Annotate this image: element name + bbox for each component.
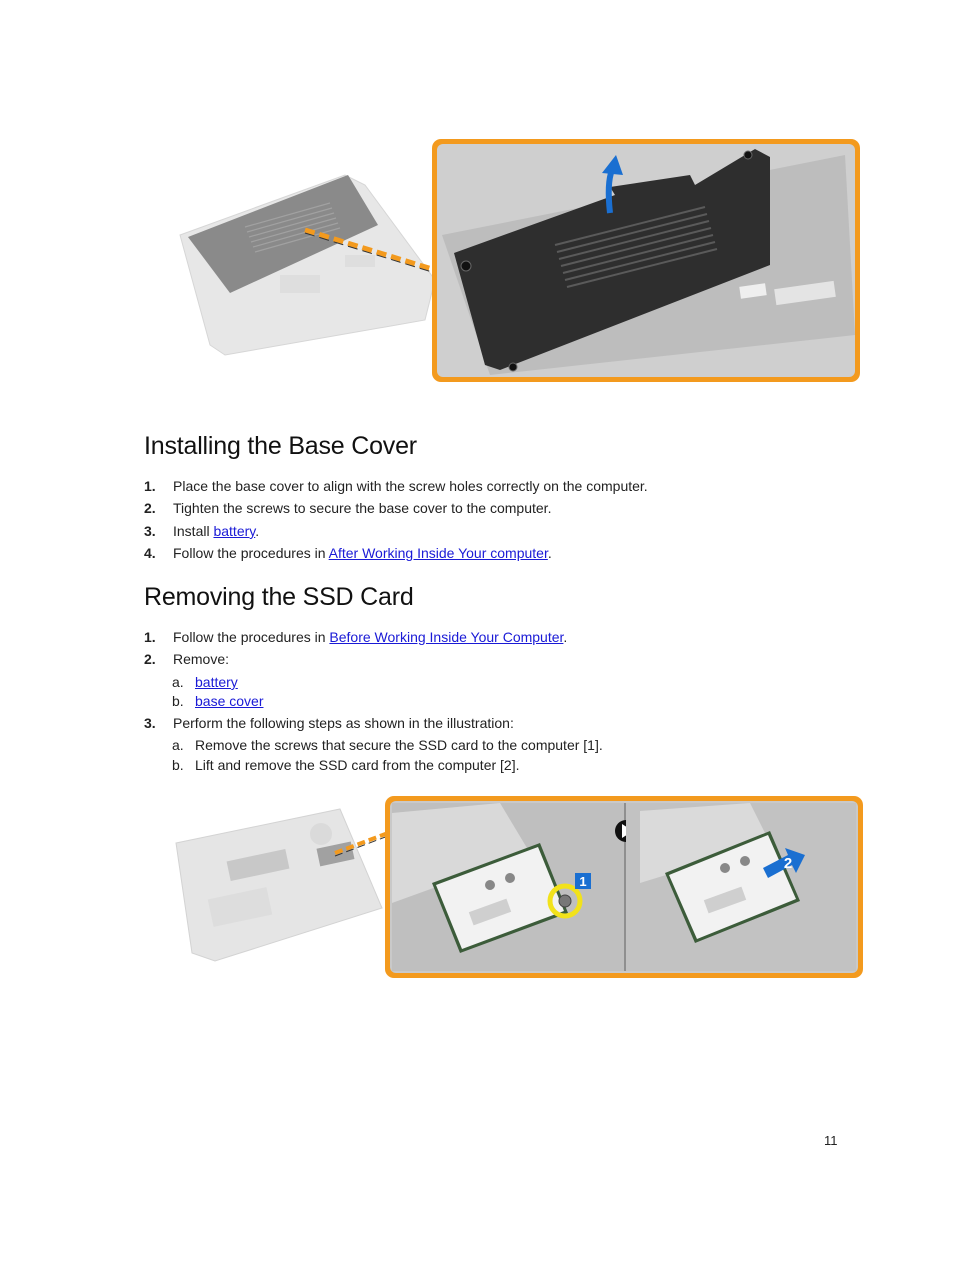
panel-step-1 <box>392 803 624 971</box>
step-number: 4. <box>144 545 156 561</box>
step-number: 3. <box>144 715 156 731</box>
remove-substep-3b <box>172 756 519 774</box>
base-cover-removal-illustration <box>170 135 865 387</box>
step-text: Place the base cover to align with the screw holes correctly on the computer. <box>173 478 648 494</box>
page-number: 11 <box>824 1133 838 1148</box>
callout-label-1: 1 <box>579 874 587 889</box>
after-working-inside-link[interactable]: After Working Inside Your computer <box>328 545 548 561</box>
substep-letter: b. <box>172 693 184 709</box>
remove-substep-2a <box>172 673 238 691</box>
substep-letter: a. <box>172 674 184 690</box>
install-step-1 <box>144 477 648 495</box>
step-text: Tighten the screws to secure the base cover to the computer. <box>173 500 552 516</box>
section-heading-removing-ssd-card: Removing the SSD Card <box>144 583 414 611</box>
step-number: 2. <box>144 651 156 667</box>
remove-substep-3a <box>172 736 603 754</box>
remove-substep-2b <box>172 692 263 710</box>
step-text: Follow the procedures in <box>173 629 330 645</box>
substep-text: Remove the screws that secure the SSD card to the computer [1]. <box>195 737 603 753</box>
step-number: 1. <box>144 629 156 645</box>
step-number: 1. <box>144 478 156 494</box>
before-working-inside-link[interactable]: Before Working Inside Your Computer <box>329 629 564 645</box>
screw-icon <box>559 895 571 907</box>
battery-link[interactable]: battery <box>195 674 238 690</box>
battery-link[interactable]: battery <box>213 523 256 539</box>
step-number: 3. <box>144 523 156 539</box>
step-number: 2. <box>144 500 156 516</box>
remove-step-3 <box>144 714 514 732</box>
install-step-4: 4. Follow the procedures in After Working Inside Your computer. <box>144 545 552 561</box>
panel-step-2 <box>626 803 856 971</box>
step-text: Install <box>173 523 214 539</box>
section-heading-installing-base-cover: Installing the Base Cover <box>144 432 417 460</box>
step-text: Follow the procedures in <box>173 545 329 561</box>
install-step-3: 3. Install battery. <box>144 523 260 539</box>
remove-step-1: 1. Follow the procedures in Before Working Inside Your Computer. <box>144 629 568 645</box>
zoom-frame <box>385 796 863 978</box>
step-text: Perform the following steps as shown in the illustration: <box>173 715 514 731</box>
ssd-card-removal-illustration <box>170 793 866 981</box>
substep-letter: b. <box>172 757 184 773</box>
substep-text: Lift and remove the SSD card from the computer [2]. <box>195 757 520 773</box>
install-step-2 <box>144 499 551 517</box>
substep-letter: a. <box>172 737 184 753</box>
laptop-overview <box>180 175 435 355</box>
zoom-frame <box>432 139 860 382</box>
callout-label-2: 2 <box>783 855 793 872</box>
remove-step-2 <box>144 650 229 668</box>
step-text: Remove: <box>173 651 230 667</box>
laptop-overview <box>176 809 382 961</box>
base-cover-link[interactable]: base cover <box>195 693 264 709</box>
